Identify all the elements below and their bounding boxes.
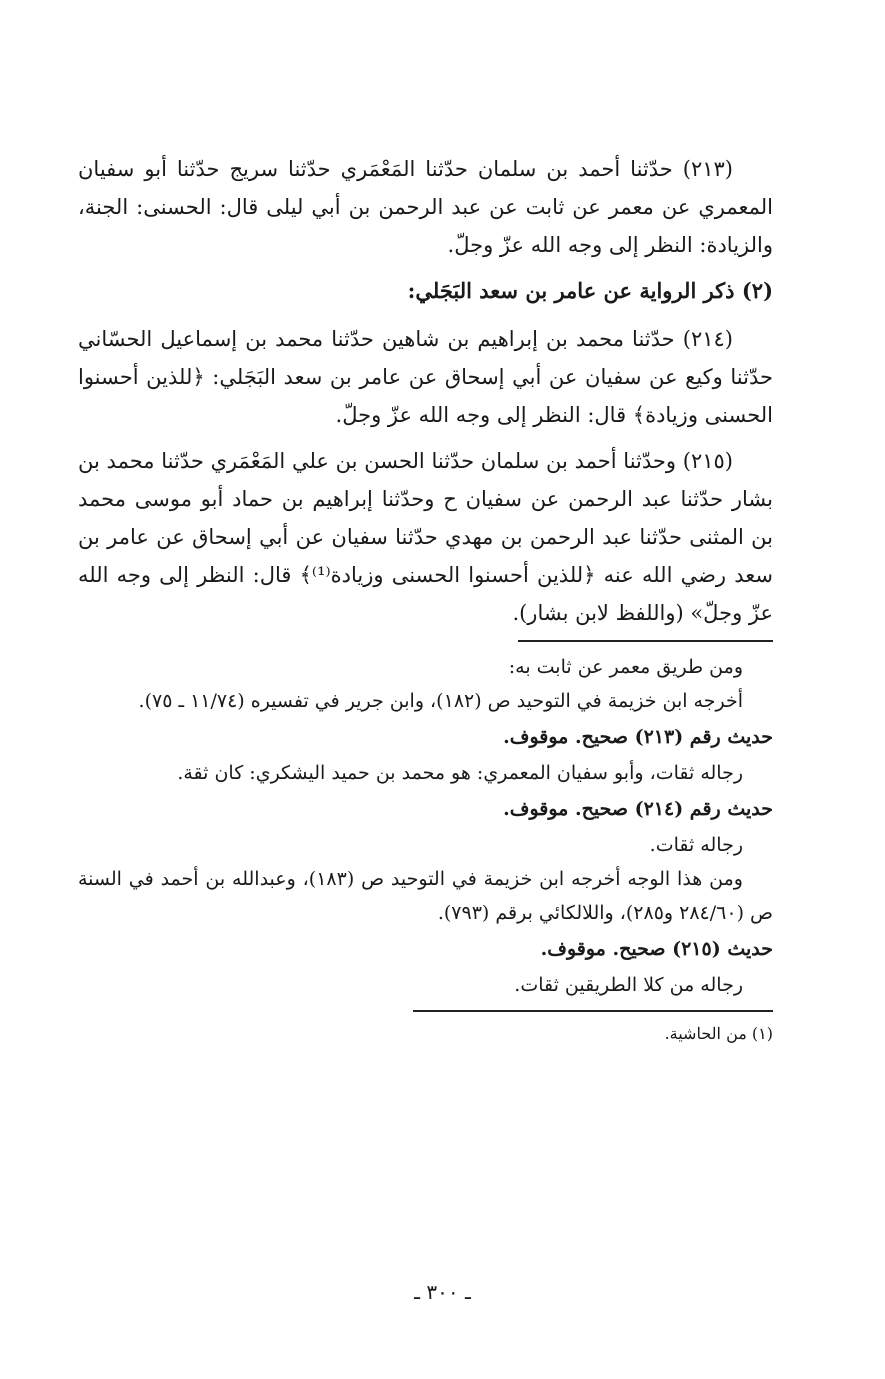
note-line: ومن طريق معمر عن ثابت به:	[508, 656, 743, 678]
grading-heading-215: حديث (٢١٥) صحيح. موقوف.	[540, 938, 773, 960]
main-text	[78, 150, 773, 632]
footnote-1: (١) من الحاشية.	[664, 1024, 773, 1043]
page-number: ـ ٣٠٠ ـ	[414, 1280, 471, 1304]
page-body	[78, 150, 773, 1048]
footnote-divider	[413, 1010, 773, 1012]
grading-heading-214: حديث رقم (٢١٤) صحيح. موقوف.	[503, 798, 773, 820]
commentary	[78, 650, 773, 1002]
grading-heading-213: حديث رقم (٢١٣) صحيح. موقوف.	[503, 726, 773, 748]
notes-divider	[518, 640, 773, 642]
footnotes	[78, 1020, 773, 1048]
note-line: ومن هذا الوجه أخرجه ابن خزيمة في التوحيد ص (١٨٣)، وعبدالله بن أحمد في السنة ص (٢٨٤/٦٠ و٢٨٥)، واللالكائي برقم (٧٩٣).	[78, 868, 773, 924]
note-line: أخرجه ابن خزيمة في التوحيد ص (١٨٢)، وابن جرير في تفسيره (١١/٧٤ ـ ٧٥).	[138, 690, 743, 712]
section-heading: (٢) ذكر الرواية عن عامر بن سعد البَجَلي:	[407, 278, 773, 303]
note-line: رجاله ثقات.	[649, 834, 743, 856]
hadith-215: (٢١٥) وحدّثنا أحمد بن سلمان حدّثنا الحسن بن علي المَعْمَري حدّثنا محمد بن بشار حدّثنا عبد الرحمن عن سفيان ح وحدّثنا إبراهيم بن حماد أبو موسى محمد بن المثنى حدّثنا عبد الرحمن بن مهدي حدّثنا سفيان عن أبي إسحاق عن عامر بن سعد رضي الله عنه ﴿للذين أحسنوا الحسنى وزيادة⁽¹⁾﴾ قال: النظر إلى وجه الله عزّ وجلّ» (واللفظ لابن بشار).	[78, 449, 773, 625]
note-line: رجاله من كلا الطريقين ثقات.	[514, 974, 743, 996]
hadith-214: (٢١٤) حدّثنا محمد بن إبراهيم بن شاهين حدّثنا محمد بن إسماعيل الحسّاني حدّثنا وكيع عن سفيان عن أبي إسحاق عن عامر بن سعد البَجَلي: ﴿للذين أحسنوا الحسنى وزيادة﴾ قال: النظر إلى وجه الله عزّ وجلّ.	[78, 327, 773, 427]
note-line: رجاله ثقات، وأبو سفيان المعمري: هو محمد بن حميد اليشكري: كان ثقة.	[177, 762, 743, 784]
hadith-213: (٢١٣) حدّثنا أحمد بن سلمان حدّثنا المَعْمَري حدّثنا سريج حدّثنا أبو سفيان المعمري عن معمر عن ثابت عن عبد الرحمن بن أبي ليلى قال: الحسنى: الجنة، والزيادة: النظر إلى وجه الله عزّ وجلّ.	[78, 157, 773, 257]
